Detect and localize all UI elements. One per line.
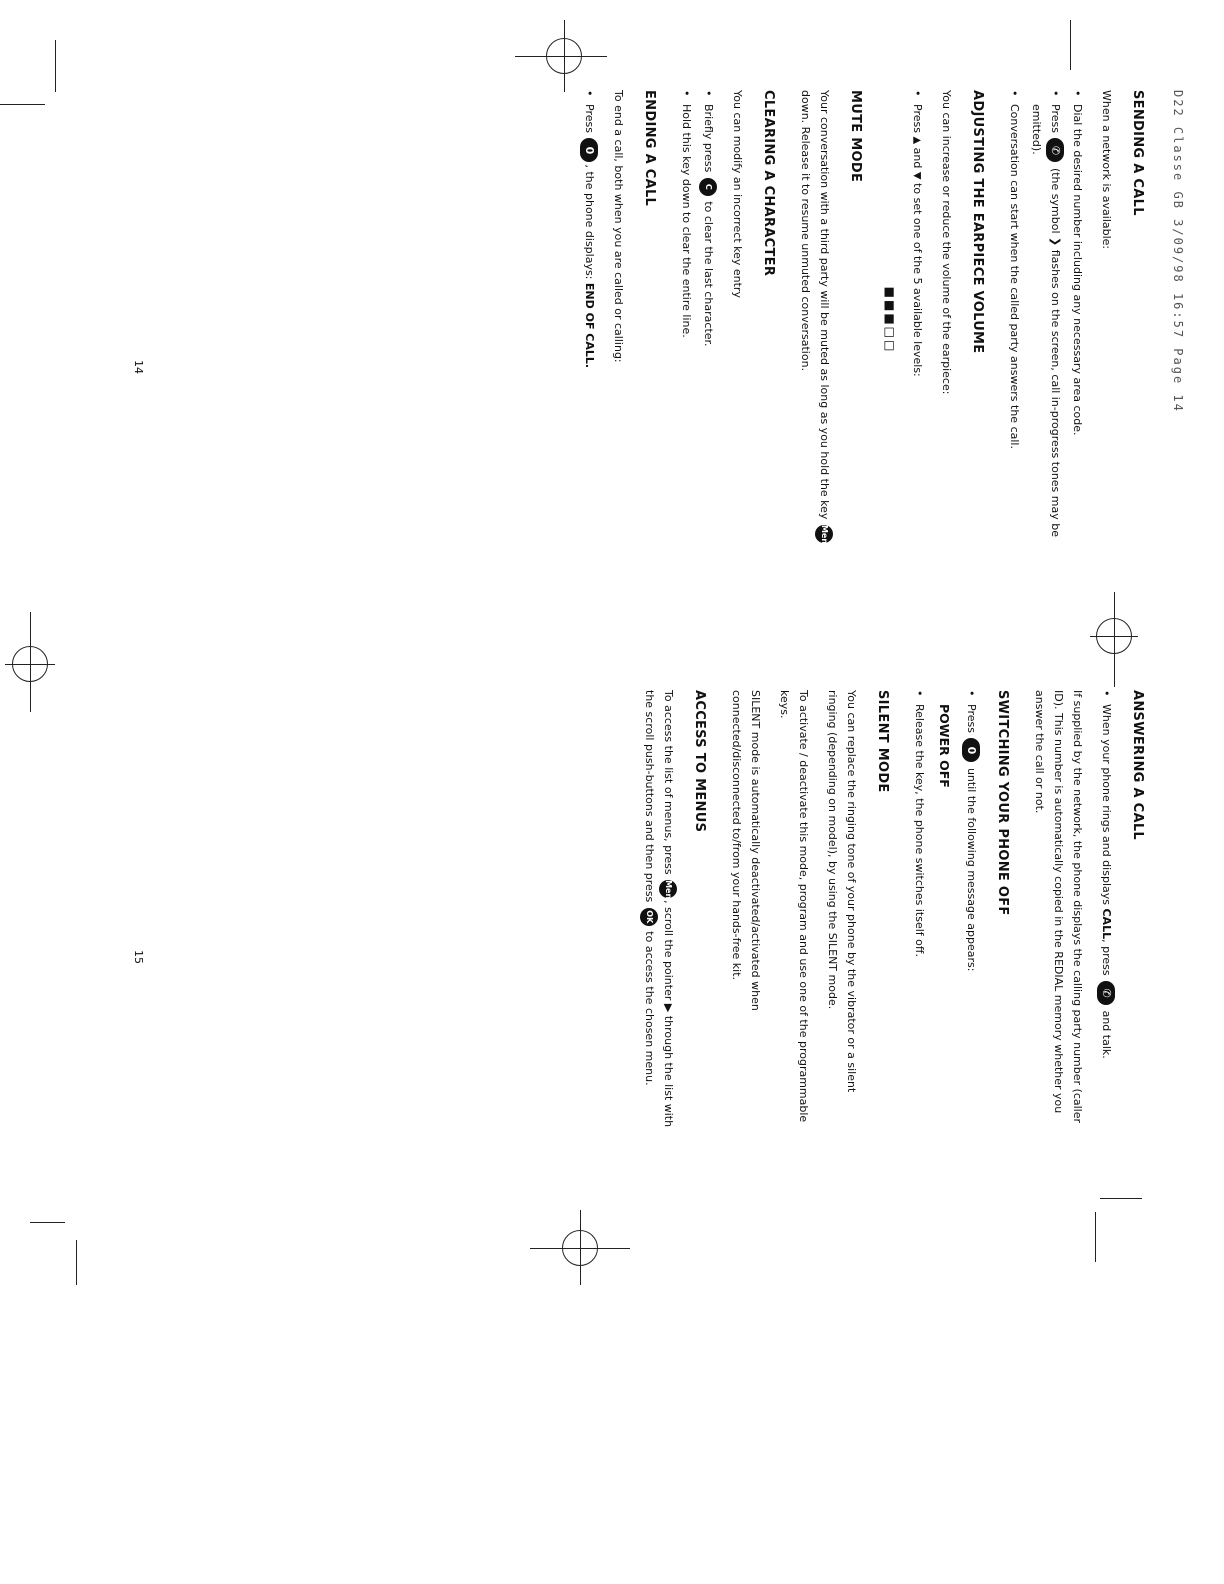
list-item: • Hold this key down to clear the entire line.: [678, 90, 697, 550]
list-item: • Conversation can start when the called party answers the call.: [1005, 90, 1024, 550]
menu-key-icon: Menu: [659, 880, 677, 898]
volume-intro: You can increase or reduce the volume of the earpiece:: [940, 90, 953, 395]
heading-ending-a-call: ENDING A CALL: [642, 90, 658, 207]
menu-key-icon: Menu: [816, 525, 834, 543]
list-item: • When your phone rings and displays CALL, press ✆ and talk.: [1097, 690, 1116, 1130]
print-slug: D22 Classe GB 3/09/98 16:57 Page 14: [1171, 90, 1185, 413]
manual-spread: [132, 90, 1185, 1130]
page-14: [561, 90, 1146, 550]
crop-mark: [76, 1240, 77, 1285]
heading-earpiece-volume: ADJUSTING THE EARPIECE VOLUME: [970, 90, 985, 354]
mute-text: Your conversation with a third party will be muted as long as you hold the key Menu down. Release it to resume unmuted conversation.: [799, 90, 832, 550]
power-off-message: POWER OFF: [937, 704, 952, 788]
section-clearing-a-character: [678, 90, 777, 550]
section-silent-mode: [727, 690, 890, 1130]
c-key-icon: C: [700, 178, 718, 196]
section-mute-mode: [797, 90, 864, 550]
section-ending-a-call: [581, 90, 658, 550]
list-item: • Dial the desired number including any necessary area code.: [1068, 90, 1087, 550]
ending-intro: To end a call, both when you are called or calling:: [612, 90, 626, 363]
end-call-key-icon: 0: [581, 138, 599, 162]
list-item: • Press 0, the phone displays: END OF CALL.: [581, 90, 600, 550]
end-call-key-icon: 0: [962, 738, 980, 762]
silent-text-1: You can replace the ringing tone of your phone by the vibrator or a silent ringing (depending on model), by using the SILENT mode.: [826, 690, 858, 1093]
down-arrow-icon: ▼: [911, 171, 923, 180]
volume-list: [908, 90, 928, 550]
ending-list: [581, 90, 600, 550]
heading-answering-a-call: ANSWERING A CALL: [1130, 690, 1145, 841]
section-sending-a-call: [1005, 90, 1145, 550]
heading-switching-off: SWITCHING YOUR PHONE OFF: [995, 690, 1010, 916]
heading-sending-a-call: SENDING A CALL: [1130, 90, 1145, 216]
heading-access-to-menus: ACCESS TO MENUS: [692, 690, 707, 833]
menus-text: To access the list of menus, press Menu, scroll the pointer ▶ through the list with the scroll push-buttons and then press OK to access the chosen menu.: [640, 690, 678, 1130]
list-item: • Release the key, the phone switches itself off.: [910, 690, 929, 1130]
sending-list: [1005, 90, 1087, 550]
crop-mark: [30, 1222, 65, 1223]
clearing-list: [678, 90, 719, 550]
crop-mark: [1070, 20, 1071, 70]
volume-level-indicator: ■■■□□: [883, 286, 898, 354]
heading-silent-mode: SILENT MODE: [875, 690, 890, 793]
crop-mark: [0, 104, 45, 105]
clearing-intro: You can modify an incorrect key entry: [731, 90, 745, 298]
caller-id-text: If supplied by the network, the phone displays the calling party number (caller ID). This number is automatically copied in the REDIAL memory whether you answer the call or not.: [1033, 690, 1084, 1124]
page-number-15: 15: [132, 950, 145, 964]
list-item: • Briefly press C to clear the last character.: [700, 90, 719, 550]
silent-text-2: To activate / deactivate this mode, program and use one of the programmable keys.: [778, 690, 810, 1123]
section-switching-off: [910, 690, 1010, 1130]
registration-line: [564, 20, 565, 92]
page-number-14: 14: [132, 360, 145, 374]
silent-text-3: SILENT mode is automatically deactivated/activated when connected/disconnected to/from your hands-free kit.: [730, 690, 762, 1011]
up-arrow-icon: ▲: [911, 136, 923, 145]
heading-clearing-a-character: CLEARING A CHARACTER: [761, 90, 777, 277]
list-item: • Press ✆ (the symbol ❯ flashes on the screen, call in-progress tones may be emitted).: [1027, 90, 1065, 550]
section-access-to-menus: [640, 690, 707, 1130]
ok-key-icon: OK: [640, 908, 658, 926]
crop-mark: [1095, 1212, 1096, 1262]
heading-mute-mode: MUTE MODE: [848, 90, 864, 183]
page-15: [620, 690, 1145, 1130]
list-item: • Press 0 until the following message appears:: [962, 690, 981, 1130]
registration-line: [515, 56, 607, 57]
crop-mark: [1100, 1198, 1142, 1199]
list-item: • Press ▲ and ▼ to set one of the 5 available levels:: [908, 90, 928, 550]
switching-list: [962, 690, 981, 1130]
sending-intro: When a network is available:: [1100, 90, 1113, 250]
switching-list-2: [910, 690, 929, 1130]
registration-line: [30, 612, 31, 712]
answering-list: [1097, 690, 1116, 1130]
call-key-icon: ✆: [1046, 138, 1064, 162]
section-earpiece-volume: [884, 90, 986, 550]
crop-mark: [55, 40, 56, 92]
registration-line: [580, 1210, 581, 1285]
call-key-icon: ✆: [1097, 981, 1115, 1005]
section-answering-a-call: [1030, 690, 1145, 1130]
